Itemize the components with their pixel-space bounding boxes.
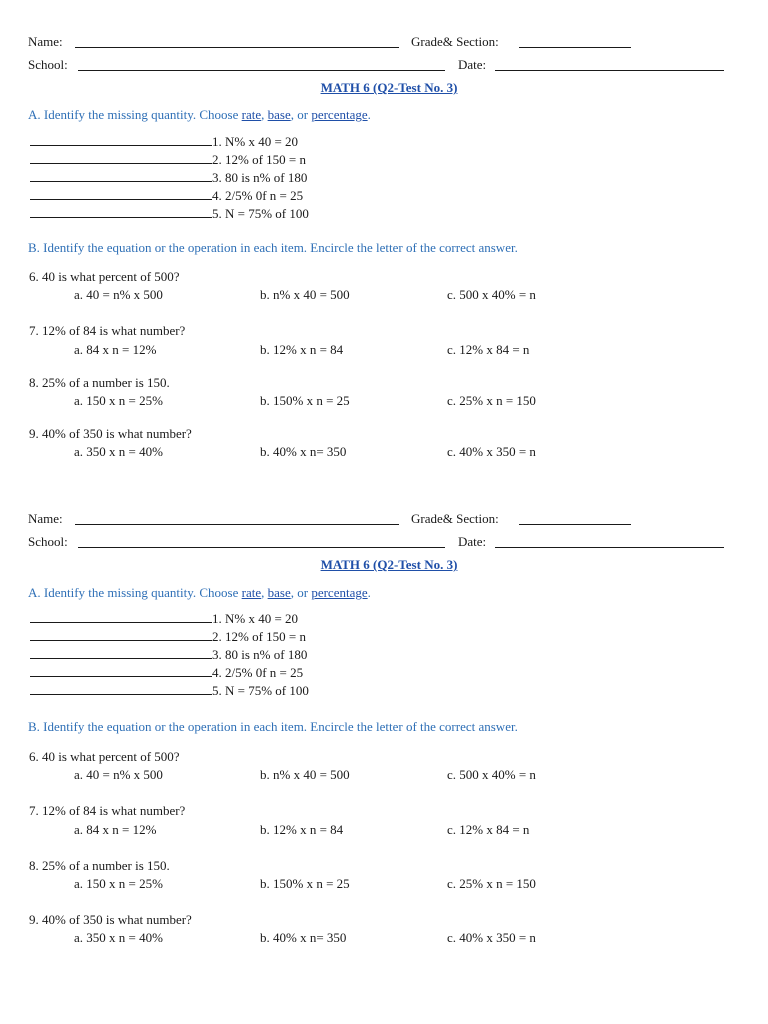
section-a-instruction: A. Identify the missing quantity. Choose rate, base, or percentage. [28,585,371,600]
list-item: 4. 2/5% 0f n = 25 [30,665,303,681]
date-label: Date: [458,534,487,549]
list-item: 1. N% x 40 = 20 [30,611,298,627]
option-c: c. 500 x 40% = n [447,767,536,782]
section-a-instruction: A. Identify the missing quantity. Choose rate, base, or percentage. [28,107,371,122]
option-a: a. 150 x n = 25% [74,393,163,408]
school-line [78,70,445,71]
option-c: c. 40% x 350 = n [447,444,536,459]
grade-line [519,524,631,525]
list-item: 4. 2/5% 0f n = 25 [30,188,303,204]
option-c: c. 25% x n = 150 [447,393,536,408]
option-b: b. 12% x n = 84 [260,822,344,837]
school-label: School: [28,534,68,549]
list-item: 2. 12% of 150 = n [30,152,306,168]
answer-blank [30,188,212,200]
list-item: 5. N = 75% of 100 [30,206,309,222]
question-9: 9. 40% of 350 is what number? [29,426,192,441]
list-item: 5. N = 75% of 100 [30,683,309,699]
test-title: MATH 6 (Q2-Test No. 3) [320,80,458,95]
answer-blank [30,170,212,182]
option-a: a. 84 x n = 12% [74,342,157,357]
question-8: 8. 25% of a number is 150. [29,858,170,873]
choice-base: base [267,107,291,122]
answer-blank [30,152,212,164]
list-item: 2. 12% of 150 = n [30,629,306,645]
school-label: School: [28,57,68,72]
grade-label: Grade& Section: [411,511,499,526]
question-7: 7. 12% of 84 is what number? [29,323,186,338]
answer-blank [30,134,212,146]
option-c: c. 25% x n = 150 [447,876,536,891]
list-item: 3. 80 is n% of 180 [30,170,307,186]
answer-blank [30,665,212,677]
option-b: b. 150% x n = 25 [260,876,350,891]
option-b: b. 40% x n= 350 [260,930,347,945]
grade-line [519,47,631,48]
worksheet-copy-1 [0,0,768,480]
question-8: 8. 25% of a number is 150. [29,375,170,390]
question-6: 6. 40 is what percent of 500? [29,269,180,284]
option-a: a. 150 x n = 25% [74,876,163,891]
list-item: 3. 80 is n% of 180 [30,647,307,663]
name-label: Name: [28,34,63,49]
option-b: b. 150% x n = 25 [260,393,350,408]
date-label: Date: [458,57,487,72]
option-a: a. 350 x n = 40% [74,930,163,945]
answer-blank [30,611,212,623]
option-a: a. 40 = n% x 500 [74,767,163,782]
option-a: a. 40 = n% x 500 [74,287,163,302]
test-title: MATH 6 (Q2-Test No. 3) [320,557,458,572]
choice-percentage: percentage [311,107,368,122]
option-b: b. 40% x n= 350 [260,444,347,459]
section-b-instruction: B. Identify the equation or the operation in each item. Encircle the letter of the correct answer. [28,719,518,734]
answer-blank [30,647,212,659]
option-c: c. 500 x 40% = n [447,287,536,302]
option-a: a. 84 x n = 12% [74,822,157,837]
choice-rate: rate [241,585,262,600]
option-c: c. 40% x 350 = n [447,930,536,945]
name-line [75,524,399,525]
date-line [495,547,724,548]
option-b: b. n% x 40 = 500 [260,767,350,782]
choice-percentage: percentage [311,585,368,600]
choice-base: base [267,585,291,600]
option-a: a. 350 x n = 40% [74,444,163,459]
question-6: 6. 40 is what percent of 500? [29,749,180,764]
question-7: 7. 12% of 84 is what number? [29,803,186,818]
answer-blank [30,629,212,641]
date-line [495,70,724,71]
grade-label: Grade& Section: [411,34,499,49]
option-c: c. 12% x 84 = n [447,822,530,837]
school-line [78,547,445,548]
option-b: b. n% x 40 = 500 [260,287,350,302]
name-label: Name: [28,511,63,526]
option-b: b. 12% x n = 84 [260,342,344,357]
section-b-instruction: B. Identify the equation or the operation in each item. Encircle the letter of the correct answer. [28,240,518,255]
option-c: c. 12% x 84 = n [447,342,530,357]
choice-rate: rate [241,107,262,122]
question-9: 9. 40% of 350 is what number? [29,912,192,927]
answer-blank [30,683,212,695]
name-line [75,47,399,48]
list-item: 1. N% x 40 = 20 [30,134,298,150]
worksheet-copy-2 [0,478,768,958]
answer-blank [30,206,212,218]
